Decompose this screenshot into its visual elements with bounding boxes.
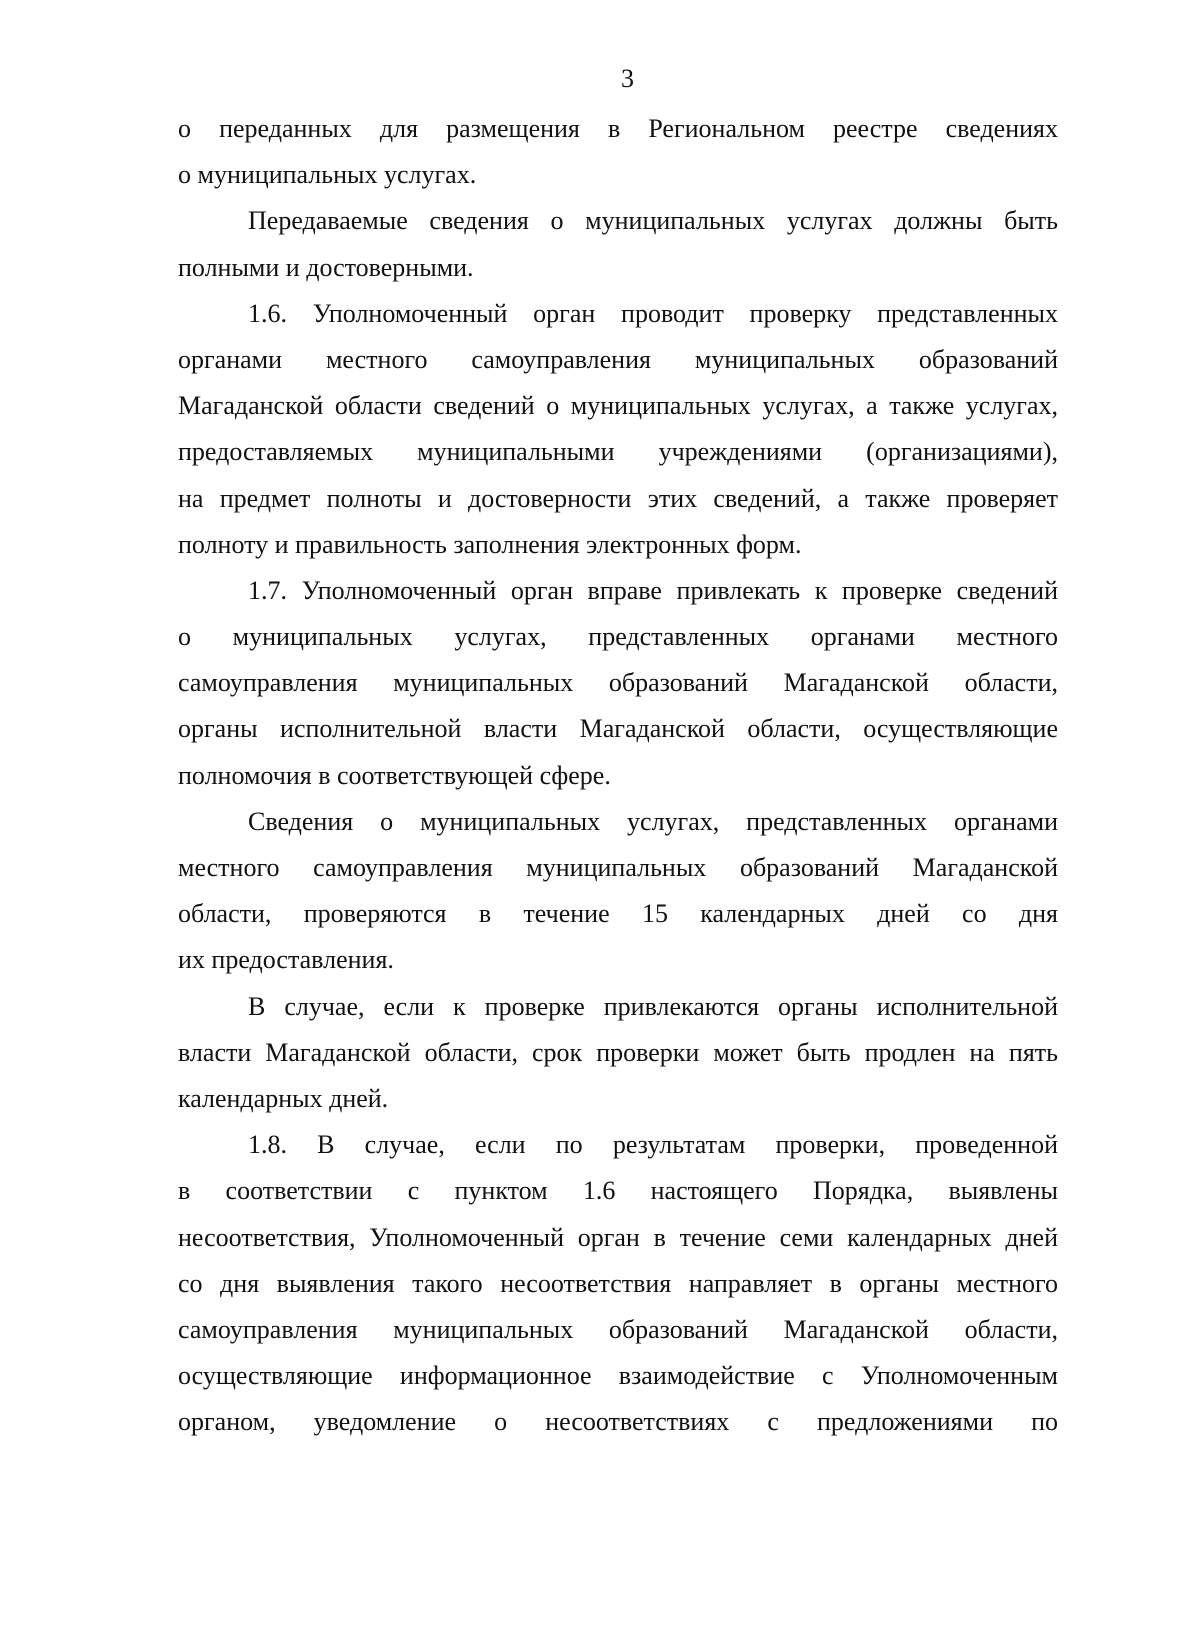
text-line: со дня выявления такого несоответствия направляет в органы местного (178, 1268, 1058, 1298)
text-line: полными и достоверными. (178, 252, 474, 282)
text-line: самоуправления муниципальных образований Магаданской области, (178, 1314, 1058, 1344)
text-line: полноту и правильность заполнения электронных форм. (178, 529, 802, 559)
text-line: 1.8. В случае, если по результатам проверки, проведенной (248, 1130, 1058, 1160)
text-line: на предмет полноты и достоверности этих сведений, а также проверяет (178, 483, 1058, 513)
text-line: В случае, если к проверке привлекаются органы исполнительной (248, 991, 1058, 1021)
text-line: о переданных для размещения в Региональном реестре сведениях (178, 114, 1058, 143)
text-line: о муниципальных услугах, представленных органами местного (178, 622, 1058, 652)
text-line: календарных дней. (178, 1083, 389, 1113)
text-line: 1.7. Уполномоченный орган вправе привлекать к проверке сведений (248, 575, 1058, 605)
text-line: осуществляющие информационное взаимодействие с Уполномоченным (178, 1361, 1058, 1391)
text-line: органами местного самоуправления муниципальных образований (178, 344, 1058, 374)
text-line: 1.6. Уполномоченный орган проводит проверку представленных (248, 298, 1058, 328)
text-line: органом, уведомление о несоответствиях с предложениями по (178, 1407, 1058, 1437)
text-line: несоответствия, Уполномоченный орган в течение семи календарных дней (178, 1222, 1058, 1252)
text-line: области, проверяются в течение 15 календарных дней со дня (178, 899, 1058, 929)
body-text (178, 106, 1058, 1445)
page-number: 3 (621, 64, 634, 93)
text-line: Магаданской области сведений о муниципальных услугах, а также услугах, (178, 391, 1058, 421)
text-line: самоуправления муниципальных образований Магаданской области, (178, 668, 1058, 698)
text-line: органы исполнительной власти Магаданской области, осуществляющие (178, 714, 1058, 744)
text-line: о муниципальных услугах. (178, 160, 477, 190)
text-line: в соответствии с пунктом 1.6 настоящего Порядка, выявлены (178, 1176, 1058, 1206)
text-line: их предоставления. (178, 945, 394, 975)
text-line: полномочия в соответствующей сфере. (178, 760, 611, 790)
text-line: Передаваемые сведения о муниципальных услугах должны быть (248, 206, 1058, 236)
text-line: власти Магаданской области, срок проверки может быть продлен на пять (178, 1037, 1058, 1067)
text-line: предоставляемых муниципальными учреждениями (организациями), (178, 437, 1058, 467)
text-line: Сведения о муниципальных услугах, представленных органами (248, 806, 1058, 836)
text-line: местного самоуправления муниципальных образований Магаданской (178, 853, 1058, 882)
